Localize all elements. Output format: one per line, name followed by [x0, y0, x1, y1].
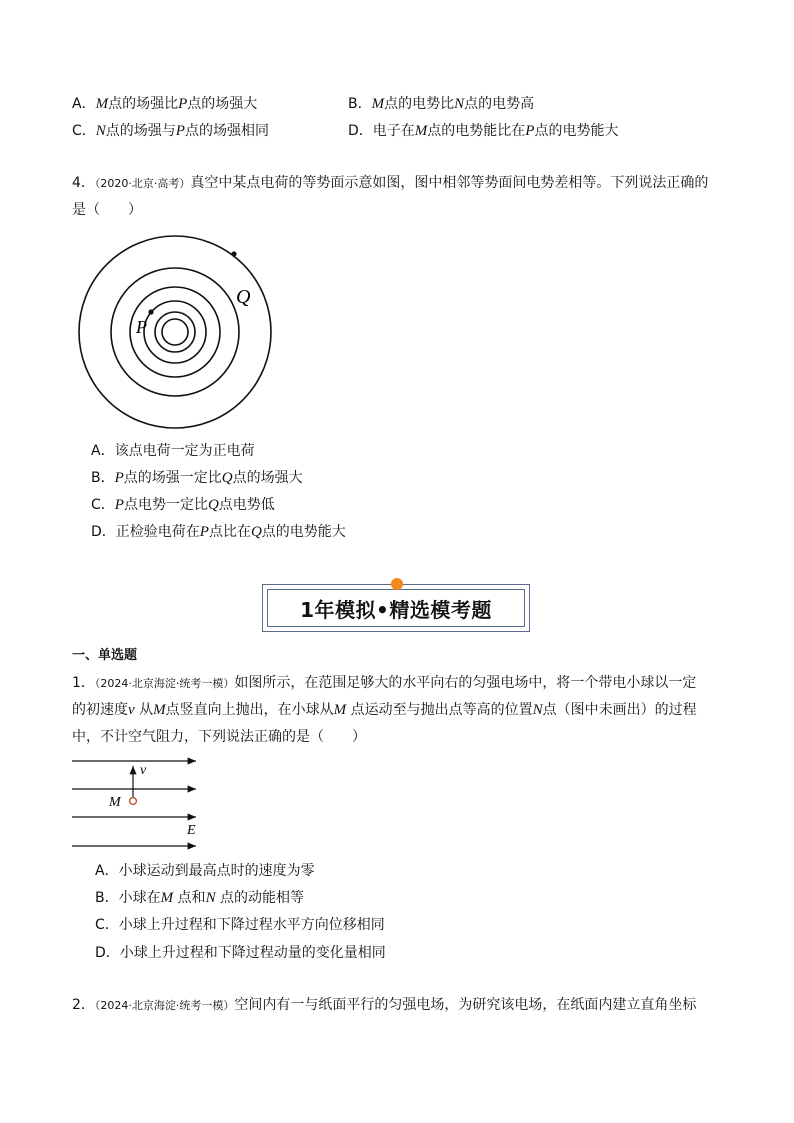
option-text: 点的场强大	[232, 470, 303, 486]
option-letter: C．	[72, 123, 96, 139]
option-text: 该点电荷一定为正电荷	[114, 443, 255, 459]
option-text: 正检验电荷在	[115, 524, 200, 540]
option-text: 小球上升过程和下降过程水平方向位移相同	[118, 917, 385, 933]
var-m: M	[160, 890, 174, 906]
ball-m	[130, 798, 137, 805]
question-text: 空间内有一与纸面平行的匀强电场，为研究该电场，在纸面内建立直角坐标	[234, 997, 697, 1013]
option-text: 点的场强比	[108, 96, 179, 112]
q4-option-c	[91, 495, 275, 515]
option-text: 点比在	[208, 524, 251, 540]
section-banner-inner	[267, 589, 525, 627]
m1-stem-line3: 中，不计空气阻力，下列说法正确的是（ ）	[72, 729, 366, 745]
q4-stem-line1	[72, 173, 708, 194]
option-letter: D．	[348, 123, 373, 139]
option-text: 电子在	[372, 123, 415, 139]
option-text: 点的场强大	[187, 96, 258, 112]
option-letter: B．	[91, 470, 115, 486]
option-text: 点的场强一定比	[123, 470, 222, 486]
question-text: 真空中某点电荷的等势面示意如图，图中相邻等势面间电势差相等。下列说法正确的	[190, 175, 709, 191]
m1-stem-line2	[72, 700, 697, 720]
option-text: 点电势一定比	[123, 497, 208, 513]
option-letter: A．	[95, 863, 119, 879]
var-p: P	[114, 497, 124, 513]
equipotential-circle-6	[162, 319, 188, 345]
option-text: 点的电势能比在	[427, 123, 526, 139]
var-m: M	[153, 702, 166, 718]
var-m: M	[95, 96, 109, 112]
option-letter: B．	[348, 96, 372, 112]
option-letter: A．	[91, 443, 115, 459]
section-banner-title: 1年模拟•精选模考题	[300, 597, 492, 622]
velocity-label: v	[140, 763, 147, 778]
equipotential-circle-1	[79, 236, 271, 428]
section-banner	[262, 584, 530, 632]
m1-option-a	[95, 861, 315, 881]
question-number: 2．	[72, 997, 95, 1013]
m1-option-b	[95, 888, 304, 908]
q4-stem-line2: 是（ ）	[72, 202, 142, 218]
q3-option-b	[348, 94, 534, 114]
option-text: 点的场强相同	[184, 123, 269, 139]
electric-field-figure	[70, 752, 204, 852]
var-p: P	[525, 123, 535, 139]
question-number: 4．	[72, 175, 95, 191]
option-text: 点的电势能大	[534, 123, 619, 139]
var-n: N	[95, 123, 106, 139]
var-n: N	[205, 890, 216, 906]
question-text: 点运动至与抛出点等高的位置	[346, 702, 533, 718]
question-number: 1．	[72, 675, 95, 691]
var-n: N	[454, 96, 465, 112]
question-text: 从	[134, 702, 154, 718]
section-heading: 一、单选题	[72, 648, 138, 663]
q3-option-c	[72, 121, 269, 141]
q4-option-d	[91, 522, 346, 542]
var-q: Q	[207, 497, 219, 513]
point-q-dot	[231, 251, 236, 256]
equipotential-circle-5	[155, 312, 195, 352]
question-text: 点（图中未画出）的过程	[542, 702, 697, 718]
option-letter: C．	[91, 497, 115, 513]
question-text: 的初速度	[72, 702, 128, 718]
equipotential-circle-4	[144, 301, 206, 363]
option-letter: D．	[95, 945, 120, 961]
q4-option-b	[91, 468, 303, 488]
option-text: 点电势低	[218, 497, 275, 513]
var-n: N	[532, 702, 543, 718]
question-text: 如图所示，在范围足够大的水平向右的匀强电场中，将一个带电小球以一定	[234, 675, 697, 691]
q4-option-a	[91, 441, 255, 461]
point-p-label: P	[136, 317, 147, 337]
q3-option-d	[348, 121, 618, 141]
question-source: （2024·北京海淀·统考一模）	[94, 999, 235, 1012]
var-m: M	[333, 702, 347, 718]
m2-stem-line1	[72, 995, 696, 1016]
option-letter: C．	[95, 917, 119, 933]
m1-option-c	[95, 915, 385, 935]
point-m-label: M	[109, 795, 121, 810]
var-m: M	[371, 96, 385, 112]
option-text: 小球运动到最高点时的速度为零	[118, 863, 315, 879]
option-letter: D．	[91, 524, 116, 540]
option-letter: A．	[72, 96, 96, 112]
question-source: （2024·北京海淀·统考一模）	[94, 677, 235, 690]
option-text: 点和	[173, 890, 206, 906]
var-p: P	[178, 96, 188, 112]
option-text: 点的动能相等	[215, 890, 305, 906]
option-text: 点的场强与	[105, 123, 176, 139]
question-source: （2020·北京·高考）	[94, 177, 191, 190]
var-m: M	[414, 123, 428, 139]
point-p-dot	[148, 309, 153, 314]
question-text: 点竖直向上抛出，在小球从	[165, 702, 334, 718]
var-q: Q	[221, 470, 233, 486]
var-p: P	[199, 524, 209, 540]
option-text: 小球上升过程和下降过程动量的变化量相同	[119, 945, 386, 961]
option-text: 小球在	[118, 890, 161, 906]
option-text: 点的电势能大	[261, 524, 346, 540]
var-q: Q	[250, 524, 262, 540]
m1-option-d	[95, 943, 386, 963]
option-letter: B．	[95, 890, 119, 906]
option-text: 点的电势高	[464, 96, 535, 112]
equipotential-figure	[76, 234, 276, 430]
option-text: 点的电势比	[384, 96, 455, 112]
field-e-label: E	[187, 823, 196, 838]
q3-option-a	[72, 94, 257, 114]
var-p: P	[175, 123, 185, 139]
point-q-label: Q	[236, 286, 251, 308]
var-p: P	[114, 470, 124, 486]
var-v: v	[128, 702, 135, 718]
banner-accent-dot	[391, 578, 403, 590]
m1-stem-line1	[72, 673, 696, 694]
